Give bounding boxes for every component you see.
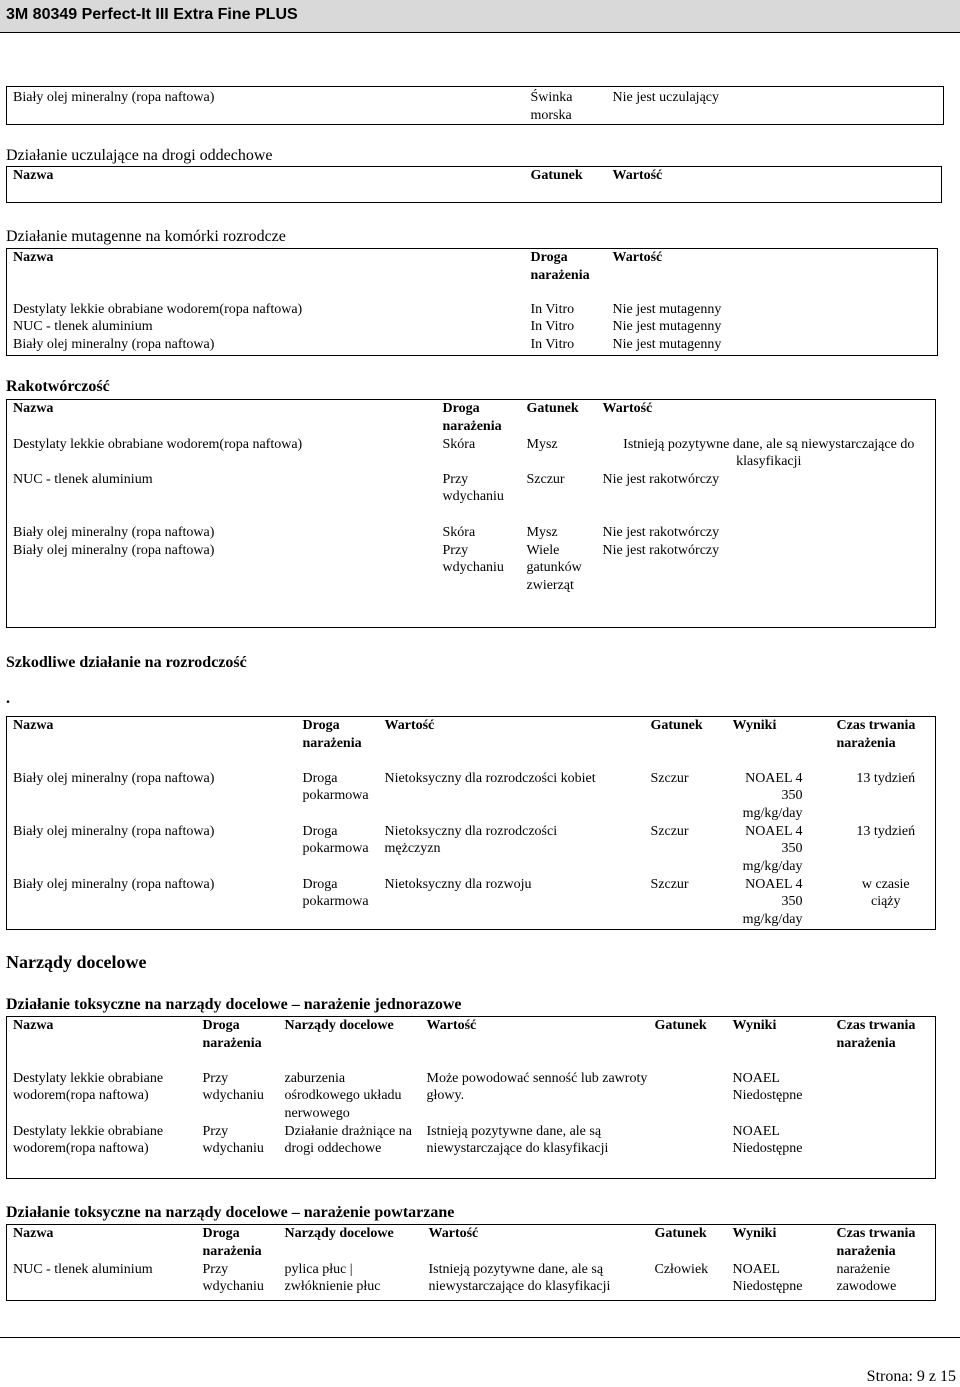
table-cell: Biały olej mineralny (ropa naftowa) xyxy=(13,524,215,540)
table-cell: Szczur xyxy=(650,823,689,839)
table-cell: Droga pokarmowa xyxy=(302,876,369,909)
column-header: Czas trwania narażenia xyxy=(836,1226,916,1259)
column-header: Wyniki xyxy=(732,718,777,733)
table-cell: In Vitro xyxy=(530,319,575,334)
column-header: Droga narażenia xyxy=(202,1018,262,1051)
column-header: Nazwa xyxy=(13,718,54,733)
table-cell: Szczur xyxy=(650,876,689,892)
table-cell: Nie jest mutagenny xyxy=(612,319,722,334)
column-header: Droga narażenia xyxy=(302,718,362,751)
table-cell: Nie jest rakotwórczy xyxy=(602,542,720,558)
table-cell: w czasie ciąży xyxy=(861,876,910,909)
table-cell: NOAEL 4 350 mg/kg/day xyxy=(742,770,803,821)
stray-dot: . xyxy=(6,690,10,707)
table-cell: Nietoksyczny dla rozwoju xyxy=(384,876,532,892)
column-header: Wartość xyxy=(428,1226,479,1241)
table-cell: Nie jest uczulający xyxy=(612,90,720,105)
skin-sensitization-row xyxy=(6,86,944,125)
table-cell: Świnka morska xyxy=(530,90,573,123)
column-header: Gatunek xyxy=(526,401,579,416)
table-cell: Biały olej mineralny (ropa naftowa) xyxy=(13,876,215,892)
column-header: Wartość xyxy=(602,401,653,416)
table-cell: NUC - tlenek aluminium xyxy=(13,1261,153,1277)
table-cell: Droga pokarmowa xyxy=(302,823,369,856)
table-cell: Biały olej mineralny (ropa naftowa) xyxy=(13,770,215,786)
column-header: Czas trwania narażenia xyxy=(836,718,916,751)
table-cell: pylica płuc | zwłóknienie płuc xyxy=(284,1261,381,1294)
table-cell xyxy=(649,1123,727,1179)
page-header xyxy=(0,0,960,33)
page-number: Strona: 9 z 15 xyxy=(866,1368,956,1385)
column-header: Droga narażenia xyxy=(202,1226,262,1259)
column-header: Czas trwania narażenia xyxy=(836,1018,916,1051)
section-title: Narządy docelowe xyxy=(6,952,147,972)
table-cell: In Vitro xyxy=(530,336,575,352)
table-cell: Przy wdychaniu xyxy=(442,542,504,575)
column-header: Narządy docelowe xyxy=(284,1018,394,1033)
table-cell: Nie jest rakotwórczy xyxy=(602,524,720,540)
table-cell: NOAEL Niedostępne xyxy=(732,1070,803,1103)
table-cell: Biały olej mineralny (ropa naftowa) xyxy=(13,542,215,558)
column-header: Wyniki xyxy=(732,1018,777,1033)
table-cell: Istnieją pozytywne dane, ale są niewystarczające do klasyfikacji xyxy=(428,1261,611,1294)
table-cell: Przy wdychaniu xyxy=(202,1070,264,1103)
section-title: Szkodliwe działanie na rozrodczość xyxy=(6,654,247,671)
column-header: Gatunek xyxy=(654,1226,707,1241)
table-cell: NUC - tlenek aluminium xyxy=(13,319,153,334)
table-cell: NUC - tlenek aluminium xyxy=(13,471,153,487)
column-header: Narządy docelowe xyxy=(284,1226,394,1241)
column-header: Wartość xyxy=(426,1018,477,1033)
table-cell: Skóra xyxy=(442,436,476,452)
table-cell: Mysz xyxy=(526,524,558,540)
table-cell: Istnieją pozytywne dane, ale są niewystarczające do klasyfikacji xyxy=(623,436,915,469)
column-header: Nazwa xyxy=(13,1226,54,1241)
table-cell: Szczur xyxy=(650,770,689,786)
carcinogenicity-table xyxy=(6,399,936,628)
table-cell: NOAEL Niedostępne xyxy=(732,1123,803,1156)
table-cell xyxy=(831,1123,936,1179)
section-title: Działanie uczulające na drogi oddechowe xyxy=(6,147,273,164)
section-title: Działanie toksyczne na narządy docelowe – narażenie jednorazowe xyxy=(6,996,462,1013)
table-cell: Przy wdychaniu xyxy=(202,1123,264,1156)
table-cell: Wiele gatunków zwierząt xyxy=(526,542,582,593)
table-cell: Biały olej mineralny (ropa naftowa) xyxy=(13,823,215,839)
table-cell: Destylaty lekkie obrabiane wodorem(ropa naftowa) xyxy=(13,1123,164,1156)
table-cell: 13 tydzień xyxy=(856,770,916,786)
table-cell: NOAEL 4 350 mg/kg/day xyxy=(742,823,803,874)
section-title: Działanie toksyczne na narządy docelowe – narażenie powtarzane xyxy=(6,1204,455,1221)
table-cell: 13 tydzień xyxy=(856,823,916,839)
column-header: Nazwa xyxy=(13,250,54,265)
column-header: Wartość xyxy=(384,718,435,733)
table-cell: Nietoksyczny dla rozrodczości mężczyzn xyxy=(384,823,558,856)
table-cell xyxy=(649,1070,727,1123)
table-cell: Nie jest mutagenny xyxy=(612,336,722,352)
column-header: Droga narażenia xyxy=(530,250,590,283)
table-cell: NOAEL Niedostępne xyxy=(732,1261,803,1294)
section-title: Rakotwórczość xyxy=(6,378,110,395)
table-cell: Biały olej mineralny (ropa naftowa) xyxy=(13,336,215,352)
column-header: Wartość xyxy=(612,250,663,265)
section-title: Działanie mutagenne na komórki rozrodcze xyxy=(6,228,286,245)
table-cell: Destylaty lekkie obrabiane wodorem(ropa naftowa) xyxy=(13,436,303,452)
column-header: Wyniki xyxy=(732,1226,777,1241)
resp-sens-table xyxy=(6,166,942,203)
table-cell: zaburzenia ośrodkowego układu nerwowego xyxy=(284,1070,402,1121)
table-cell: Człowiek xyxy=(654,1261,709,1277)
table-cell: Przy wdychaniu xyxy=(442,471,504,504)
table-cell: Biały olej mineralny (ropa naftowa) xyxy=(13,90,215,105)
column-header: Droga narażenia xyxy=(442,401,502,434)
footer-rule xyxy=(0,1337,960,1338)
column-header: Gatunek xyxy=(654,1018,707,1033)
mutagen-table xyxy=(6,248,938,356)
table-cell: Nie jest mutagenny xyxy=(612,301,722,317)
table-cell: In Vitro xyxy=(530,301,575,317)
table-cell: Destylaty lekkie obrabiane wodorem(ropa naftowa) xyxy=(13,301,303,317)
table-cell xyxy=(831,1070,936,1123)
column-header: Gatunek xyxy=(650,718,703,733)
single-exposure-table xyxy=(6,1016,936,1179)
table-cell: Skóra xyxy=(442,524,476,540)
table-cell: Przy wdychaniu xyxy=(202,1261,264,1294)
column-header: Nazwa xyxy=(13,168,54,183)
table-cell: narażenie zawodowe xyxy=(836,1261,897,1294)
table-cell: Mysz xyxy=(526,436,558,452)
table-cell: Szczur xyxy=(526,471,565,487)
reproductive-table xyxy=(6,716,936,930)
column-header: Nazwa xyxy=(13,401,54,416)
table-cell: Destylaty lekkie obrabiane wodorem(ropa naftowa) xyxy=(13,1070,164,1103)
table-cell: Istnieją pozytywne dane, ale są niewystarczające do klasyfikacji xyxy=(426,1123,609,1156)
table-cell: NOAEL 4 350 mg/kg/day xyxy=(742,876,803,927)
repeated-exposure-table xyxy=(6,1224,936,1301)
table-cell: Może powodować senność lub zawroty głowy. xyxy=(426,1070,648,1103)
table-cell: Nie jest rakotwórczy xyxy=(602,471,720,487)
column-header: Gatunek xyxy=(530,168,583,183)
column-header: Nazwa xyxy=(13,1018,54,1033)
column-header: Wartość xyxy=(612,168,663,183)
document-title: 3M 80349 Perfect-It III Extra Fine PLUS xyxy=(6,6,298,23)
table-cell: Działanie drażniące na drogi oddechowe xyxy=(284,1123,412,1156)
table-cell: Nietoksyczny dla rozrodczości kobiet xyxy=(384,770,596,786)
table-cell: Droga pokarmowa xyxy=(302,770,369,803)
